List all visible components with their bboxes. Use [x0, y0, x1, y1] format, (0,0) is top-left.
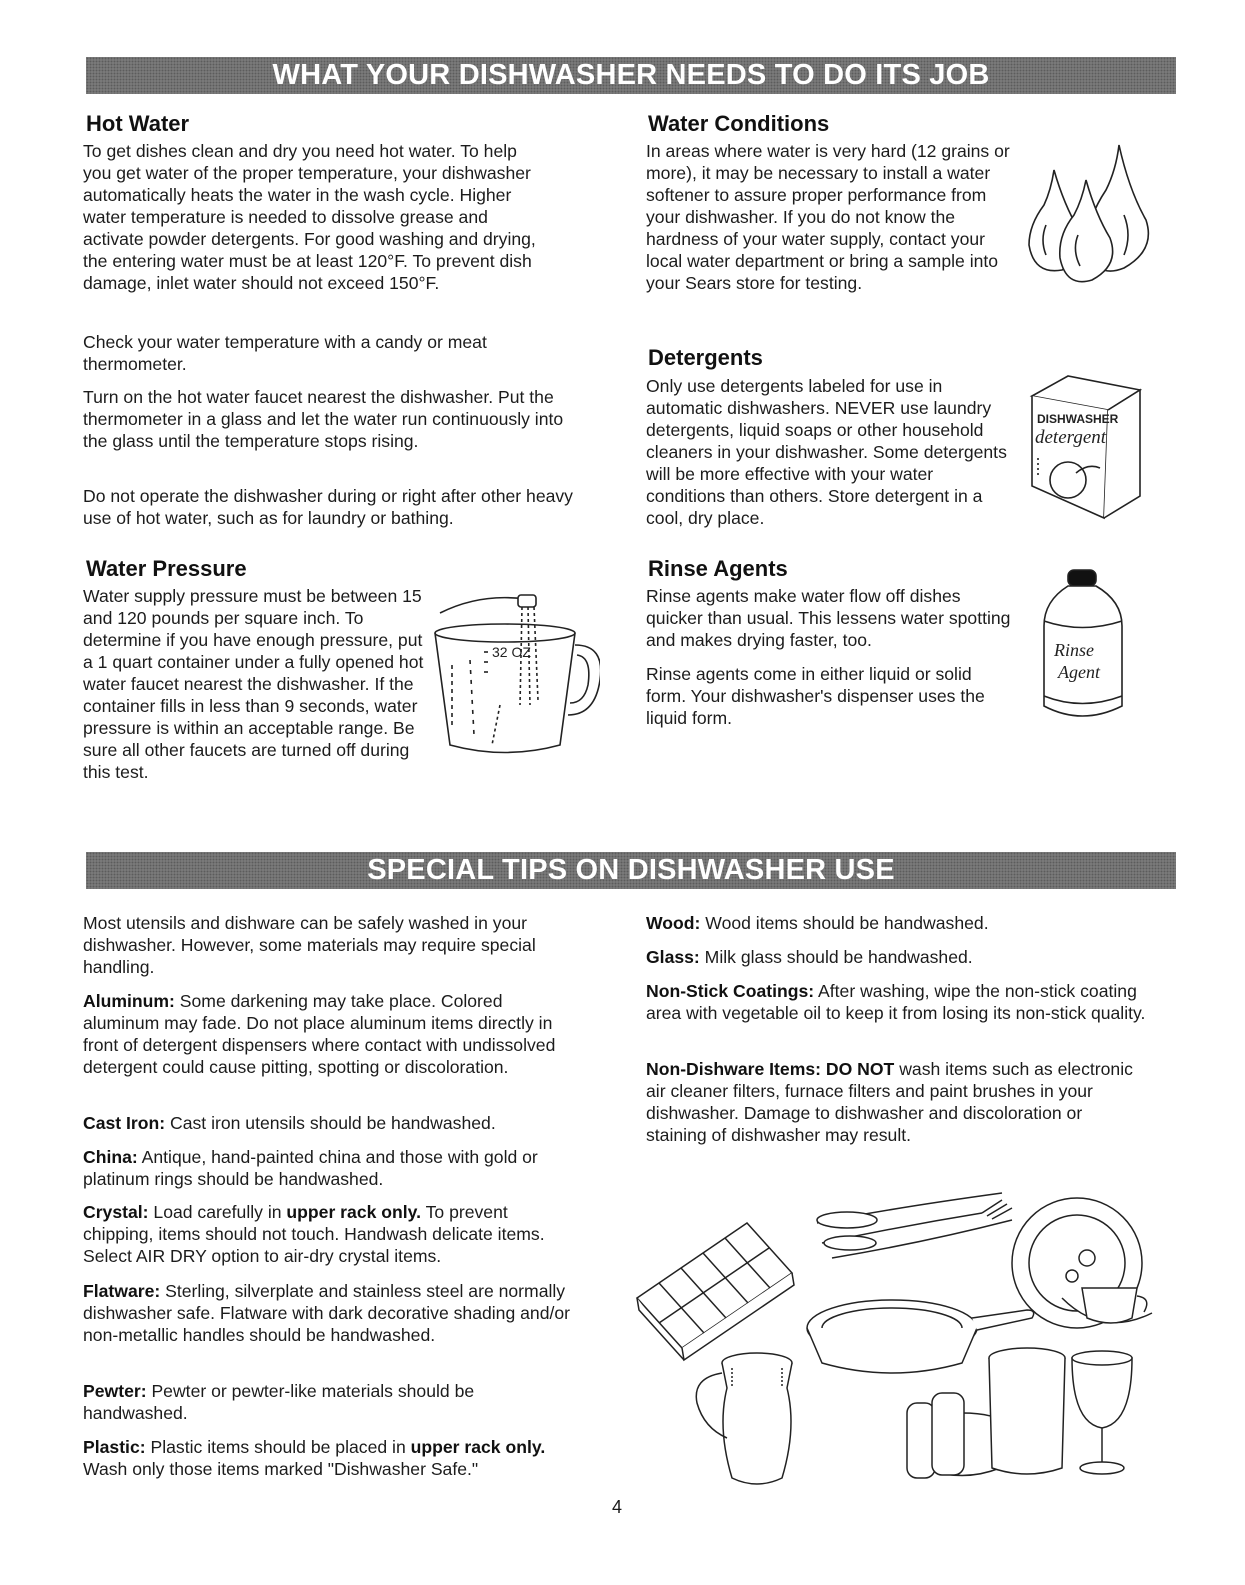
tip-china-label: China:: [83, 1147, 138, 1167]
tip-non-stick-text: After washing, wipe the non-stick coating area with vegetable oil to keep it from losing its non-stick quality.: [646, 981, 1146, 1023]
ice-tray-icon: [637, 1223, 794, 1360]
tip-plastic-text-b: Wash only those items marked "Dishwasher Safe.": [83, 1459, 479, 1479]
tip-glass-label: Glass:: [646, 947, 700, 967]
water-drops-illustration: [1024, 140, 1154, 290]
tip-crystal-bold: upper rack only.: [286, 1202, 422, 1222]
tip-crystal: [83, 1201, 583, 1267]
tip-glass-text: Milk glass should be handwashed.: [699, 947, 973, 967]
tip-non-dishware-bold: DO NOT: [821, 1059, 895, 1079]
tip-plastic: [83, 1436, 583, 1480]
tip-crystal-text-a: Load carefully in: [148, 1202, 287, 1222]
pitcher-icon: [696, 1353, 792, 1484]
tip-aluminum: [83, 990, 583, 1078]
hot-water-paragraph-1: To get dishes clean and dry you need hot water. To help you get water of the proper temperature, your dishwasher automatically heats the water in the wash cycle. Higher water temperature is needed to dissolve grease and activate powder detergents. For good washing and drying, the entering water must be at least 120°F. To prevent dish damage, inlet water should not exceed 150°F.: [83, 141, 536, 293]
hot-water-paragraph-3: Turn on the hot water faucet nearest the dishwasher. Put the thermometer in a glass and let the water run continuously into the glass until the temperature stops rising.: [83, 387, 564, 451]
tip-wood-label: Wood:: [646, 913, 701, 933]
tip-flatware-label: Flatware:: [83, 1281, 161, 1301]
tip-flatware-text: Sterling, silverplate and stainless steel are normally dishwasher safe. Flatware with dark decorative shading and/or non-metallic handles should be handwashed.: [83, 1281, 571, 1345]
flatware-icon: [817, 1193, 1012, 1258]
tip-pewter-label: Pewter:: [83, 1381, 147, 1401]
wine-glass-icon: [1072, 1351, 1132, 1474]
tip-plastic-text-a: Plastic items should be placed in: [145, 1437, 411, 1457]
tip-plastic-bold: upper rack only.: [410, 1437, 546, 1457]
section-banner-tips: [86, 852, 1176, 889]
measuring-cup-illustration: [430, 585, 600, 785]
tip-non-stick: [646, 980, 1146, 1024]
tip-crystal-label: Crystal:: [83, 1202, 149, 1222]
tip-cast-iron-text: Cast iron utensils should be handwashed.: [165, 1113, 496, 1133]
heading-rinse-agents: Rinse Agents: [648, 556, 788, 581]
water-conditions-paragraph: In areas where water is very hard (12 grains or more), it may be necessary to install a water softener to assure proper performance from your dishwasher. If you do not know the hardness of your water supply, contact your local water department or bring a sample into your Sears store for testing.: [646, 141, 1010, 293]
section-title-needs: WHAT YOUR DISHWASHER NEEDS TO DO ITS JOB: [272, 59, 990, 91]
tip-cast-iron-label: Cast Iron:: [83, 1113, 166, 1133]
water-pressure-paragraph: Water supply pressure must be between 15 and 120 pounds per square inch. To determine if you have enough pressure, put a 1 quart container under a fully opened hot water faucet nearest the dishwasher. If the container fills in less than 9 seconds, water pressure is within an acceptable range. Be sure all other faucets are turned off during this test.: [83, 586, 424, 782]
tip-cast-iron: [83, 1112, 583, 1134]
tip-flatware: [83, 1280, 583, 1346]
tip-aluminum-text: Some darkening may take place. Colored aluminum may fade. Do not place aluminum items directly in front of detergent dispensers where contact with undissolved detergent could cause pitting, spotting or discoloration.: [83, 991, 556, 1077]
detergent-box-label-1: DISHWASHER: [1037, 412, 1119, 426]
heading-detergents: Detergents: [648, 345, 763, 370]
rinse-agent-bottle-illustration: [1036, 566, 1128, 731]
rinse-bottle-label-2: Agent: [1058, 662, 1100, 682]
dishware-items-illustration: [632, 1188, 1162, 1493]
tip-non-dishware: [646, 1058, 1146, 1146]
tip-wood: [646, 912, 1146, 934]
heading-hot-water: Hot Water: [86, 111, 190, 136]
detergents-paragraph: Only use detergents labeled for use in automatic dishwashers. NEVER use laundry detergents, liquid soaps or other household cleaners in your dishwasher. Some detergents will be more effective with your water conditions than others. Store detergent in a cool, dry place.: [646, 376, 1007, 528]
tip-pewter-text: Pewter or pewter-like materials should be handwashed.: [83, 1381, 475, 1423]
tip-plastic-label: Plastic:: [83, 1437, 146, 1457]
heading-water-pressure: Water Pressure: [86, 556, 247, 581]
tip-aluminum-label: Aluminum:: [83, 991, 175, 1011]
detergent-box-illustration: [1028, 368, 1146, 528]
rinse-agents-paragraph-2: Rinse agents come in either liquid or solid form. Your dishwasher's dispenser uses the liquid form.: [646, 664, 985, 728]
tip-wood-text: Wood items should be handwashed.: [700, 913, 989, 933]
hot-water-paragraph-4: Do not operate the dishwasher during or right after other heavy use of hot water, such as for laundry or bathing.: [83, 486, 573, 528]
tips-intro-paragraph: Most utensils and dishware can be safely washed in your dishwasher. However, some materials may require special handling.: [83, 913, 536, 977]
tip-non-stick-label: Non-Stick Coatings:: [646, 981, 815, 1001]
detergent-box-label-2: detergent: [1035, 427, 1107, 448]
tip-china: [83, 1146, 583, 1190]
section-title-tips: SPECIAL TIPS ON DISHWASHER USE: [367, 854, 895, 886]
tip-glass: [646, 946, 1146, 968]
measuring-cup-label: 32 OZ: [492, 644, 531, 660]
rinse-bottle-label-1: Rinse: [1054, 640, 1094, 660]
heading-water-conditions: Water Conditions: [648, 111, 830, 136]
tip-pewter: [83, 1380, 583, 1424]
page-number: 4: [612, 1497, 623, 1517]
plate-and-cup-icon: [1012, 1198, 1152, 1328]
tip-non-dishware-text: wash items such as electronic air cleaner filters, furnace filters and paint brushes in your dishwasher. Damage to dishwasher and discoloration or staining of dishwasher may result.: [646, 1059, 1133, 1145]
tip-non-dishware-label: Non-Dishware Items:: [646, 1059, 821, 1079]
section-banner-needs: [86, 57, 1176, 94]
hot-water-paragraph-2: Check your water temperature with a candy or meat thermometer.: [83, 332, 487, 374]
tip-crystal-text-b: To prevent chipping, items should not touch. Handwash delicate items. Select AIR DRY option to air-dry crystal items.: [83, 1202, 545, 1266]
tip-china-text: Antique, hand-painted china and those with gold or platinum rings should be handwashed.: [83, 1147, 538, 1189]
rinse-agents-paragraph-1: Rinse agents make water flow off dishes quicker than usual. This lessens water spotting and makes drying faster, too.: [646, 586, 1011, 650]
